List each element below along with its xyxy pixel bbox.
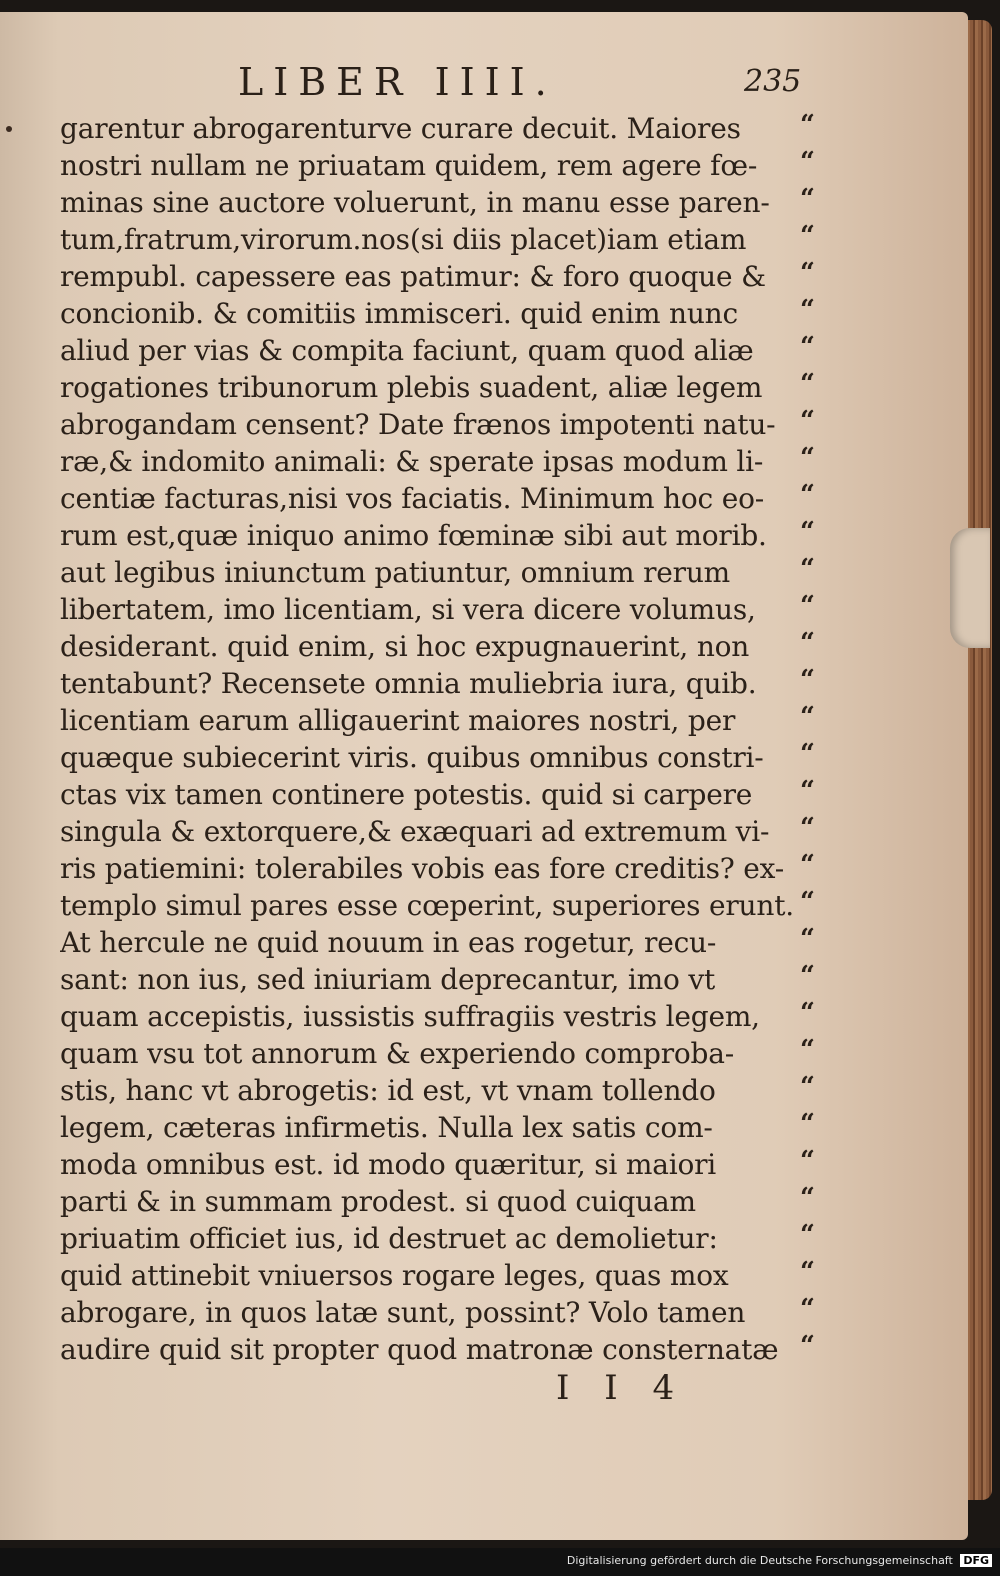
text-line: centiæ facturas,nisi vos faciatis. Minimum hoc eo-: [60, 482, 765, 515]
quotation-mark: “: [800, 443, 815, 473]
text-line: nostri nullam ne priuatam quidem, rem agere fœ-: [60, 149, 758, 182]
text-line: aut legibus iniunctum patiuntur, omnium rerum: [60, 556, 731, 589]
quotation-mark: “: [800, 702, 815, 732]
credit-text: Digitalisierung gefördert durch die Deutsche Forschungsgemeinschaft: [566, 1554, 953, 1567]
quotation-mark: “: [800, 554, 815, 584]
book-page: [0, 12, 968, 1540]
quotation-marks-column: [800, 110, 840, 1368]
quotation-mark: “: [800, 1146, 815, 1176]
text-line: minas sine auctore voluerunt, in manu esse paren-: [60, 186, 770, 219]
quotation-mark: “: [800, 480, 815, 510]
footer-bar: [0, 1548, 1000, 1576]
text-line: quæque subiecerint viris. quibus omnibus constri-: [60, 741, 764, 774]
text-line: At hercule ne quid nouum in eas rogetur, recu-: [60, 926, 717, 959]
running-head: LIBER IIII.: [238, 60, 557, 104]
text-line: rum est,quæ iniquo animo fœminæ sibi aut morib.: [60, 519, 767, 552]
text-line: concionib. & comitiis immisceri. quid enim nunc: [60, 297, 738, 330]
funding-credit: [567, 1554, 992, 1567]
quotation-mark: “: [800, 628, 815, 658]
quotation-mark: “: [800, 1294, 815, 1324]
quotation-mark: “: [800, 258, 815, 288]
text-line: ris patiemini: tolerabiles vobis eas fore creditis? ex-: [60, 852, 784, 885]
quotation-mark: “: [800, 517, 815, 547]
quotation-mark: “: [800, 406, 815, 436]
text-line: templo simul pares esse cœperint, superiores erunt.: [60, 889, 794, 922]
quotation-mark: “: [800, 184, 815, 214]
quotation-mark: “: [800, 1035, 815, 1065]
quotation-mark: “: [800, 1257, 815, 1287]
text-line: quid attinebit vniuersos rogare leges, quas mox: [60, 1259, 729, 1292]
text-line: garentur abrogarenturve curare decuit. Maiores: [60, 112, 741, 145]
quotation-mark: “: [800, 295, 815, 325]
quotation-mark: “: [800, 221, 815, 251]
text-line: aliud per vias & compita faciunt, quam quod aliæ: [60, 334, 754, 367]
page-header: [0, 60, 968, 110]
quotation-mark: “: [800, 961, 815, 991]
body-text: [60, 110, 800, 1368]
quotation-mark: “: [800, 1109, 815, 1139]
text-line: moda omnibus est. id modo quæritur, si maiori: [60, 1148, 717, 1181]
text-line: libertatem, imo licentiam, si vera dicere volumus,: [60, 593, 756, 626]
text-line: abrogare, in quos latæ sunt, possint? Volo tamen: [60, 1296, 746, 1329]
quotation-mark: “: [800, 998, 815, 1028]
text-line: parti & in summam prodest. si quod cuiquam: [60, 1185, 696, 1218]
quotation-mark: “: [800, 110, 815, 140]
text-line: abrogandam censent? Date frænos impotenti natu-: [60, 408, 776, 441]
signature-mark: I I 4: [556, 1368, 687, 1408]
text-line: ræ,& indomito animali: & sperate ipsas modum li-: [60, 445, 764, 478]
text-line: singula & extorquere,& exæquari ad extremum vi-: [60, 815, 770, 848]
text-line: priuatim officiet ius, id destruet ac demolietur:: [60, 1222, 718, 1255]
text-line: licentiam earum alligauerint maiores nostri, per: [60, 704, 736, 737]
text-line: legem, cæteras infirmetis. Nulla lex satis com-: [60, 1111, 713, 1144]
text-line: tum,fratrum,virorum.nos(si diis placet)iam etiam: [60, 223, 747, 256]
quotation-mark: “: [800, 1331, 815, 1361]
page-number: 235: [744, 64, 802, 99]
quotation-mark: “: [800, 591, 815, 621]
book-clasp: [950, 528, 990, 648]
quotation-mark: “: [800, 813, 815, 843]
text-line: sant: non ius, sed iniuriam deprecantur, imo vt: [60, 963, 715, 996]
quotation-mark: “: [800, 147, 815, 177]
text-line: stis, hanc vt abrogetis: id est, vt vnam tollendo: [60, 1074, 716, 1107]
quotation-mark: “: [800, 369, 815, 399]
quotation-mark: “: [800, 1183, 815, 1213]
quotation-mark: “: [800, 776, 815, 806]
quotation-mark: “: [800, 850, 815, 880]
quotation-mark: “: [800, 1072, 815, 1102]
quotation-mark: “: [800, 332, 815, 362]
dfg-logo: DFG: [960, 1554, 992, 1567]
quotation-mark: “: [800, 665, 815, 695]
text-line: audire quid sit propter quod matronæ consternatæ: [60, 1333, 779, 1366]
text-line: rogationes tribunorum plebis suadent, aliæ legem: [60, 371, 763, 404]
quotation-mark: “: [800, 887, 815, 917]
text-line: ctas vix tamen continere potestis. quid si carpere: [60, 778, 753, 811]
quotation-mark: “: [800, 924, 815, 954]
quotation-mark: “: [800, 739, 815, 769]
quotation-mark: “: [800, 1220, 815, 1250]
text-line: tentabunt? Recensete omnia muliebria iura, quib.: [60, 667, 757, 700]
margin-mark: [6, 126, 12, 132]
text-line: rempubl. capessere eas patimur: & foro quoque &: [60, 260, 766, 293]
text-line: quam accepistis, iussistis suffragiis vestris legem,: [60, 1000, 760, 1033]
text-line: quam vsu tot annorum & experiendo comproba-: [60, 1037, 735, 1070]
text-line: desiderant. quid enim, si hoc expugnauerint, non: [60, 630, 750, 663]
